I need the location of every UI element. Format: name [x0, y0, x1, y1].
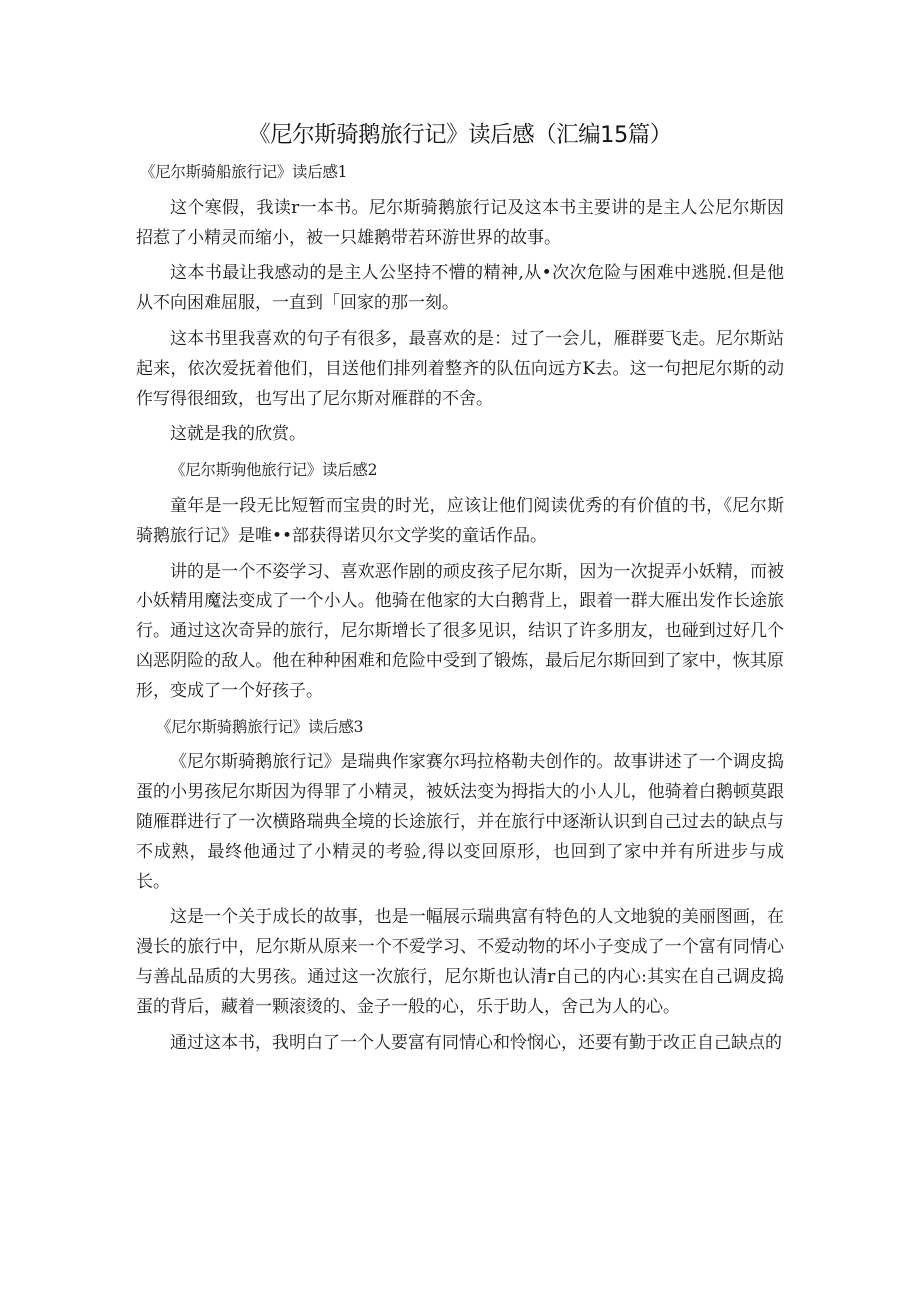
body-paragraph: 这本书最让我感动的是主人公坚持不懵的精神,从•次次危险与困难中逃脱.但是他从不向困难屈服，一直到「回家的那一刻。 — [136, 263, 784, 314]
body-paragraph: 这个寒假，我读r一本书。尼尔斯骑鹅旅行记及这本书主要讲的是主人公尼尔斯因招惹了小精灵而缩小，被一只雄鹅带若环游世界的故事。 — [136, 197, 784, 248]
section-heading: 《尼尔斯骑船旅行记》读后感1 — [140, 163, 348, 181]
document-body — [136, 158, 784, 1064]
body-paragraph: 这本书里我喜欢的句子有很多，最喜欢的是：过了一会儿，雁群要飞走。尼尔斯站起来，依次爱抚着他们，目送他们排列着整齐的队伍向远方K去。这一句把尼尔斯的动作写得很细致，也写出了尼尔斯对雁群的不舍。 — [136, 328, 784, 409]
body-paragraph: 讲的是一个不姿学习、喜欢恶作剧的顽皮孩子尼尔斯，因为一次捉弄小妖精，而被小妖精用魔法变成了一个小人。他骑在他家的大白鹅背上，跟着一群大雁出发作长途旅行。通过这次奇异的旅行，尼尔斯增长了很多见识，结识了许多朋友，也碰到过好几个凶恶阴险的敌人。他在种种困难和危险中受到了锻炼，最后尼尔斯回到了家中，恢其原形，变成了一个好孩子。 — [136, 561, 784, 701]
body-paragraph: 通过这本书，我明白了一个人要富有同情心和怜悯心，还要有勤于改正自己缺点的 — [170, 1032, 782, 1053]
section-heading: 《尼尔斯骑鹅旅行记》读后感3 — [156, 717, 364, 736]
body-paragraph: 童年是一段无比短暂而宝贵的时光，应该让他们阅读优秀的有价值的书，《尼尔斯骑鹅旅行记》是唯••部获得诺贝尔文学奖的童话作品。 — [136, 495, 784, 546]
body-paragraph: 这是一个关于成长的故事，也是一幅展示瑞典富有特色的人文地貌的美丽图画，在漫长的旅行中，尼尔斯从原来一个不爱学习、不爱动物的坏小子变成了一个富有同情心与善乩品质的大男孩。通过这一次旅行，尼尔斯也认清r自己的内心:其实在自己调皮捣蛋的背后，藏着一颗滚烫的、金子一般的心，乐于助人，舍己为人的心。 — [136, 907, 784, 1017]
body-paragraph: 这就是我的欣赏。 — [170, 424, 306, 445]
document-title: 《尼尔斯骑鹅旅行记》读后感（汇编15篇） — [248, 122, 672, 148]
body-paragraph: 《尼尔斯骑鹅旅行记》是瑞典作家赛尔玛拉格勒夫创作的。故事讲述了一个调皮捣蛋的小男孩尼尔斯因为得罪了小精灵，被妖法变为拇指大的小人儿，他骑着白鹅顿莫跟随雁群进行了一次横路瑞典全境的长途旅行，并在旅行中逐渐认识到自己过去的缺点与不成熟，最终他通过了小精灵的考验,得以变回原形，也回到了家中并有所进步与成长。 — [136, 752, 784, 892]
section-heading: 《尼尔斯驹他旅行记》读后感2 — [170, 461, 378, 480]
